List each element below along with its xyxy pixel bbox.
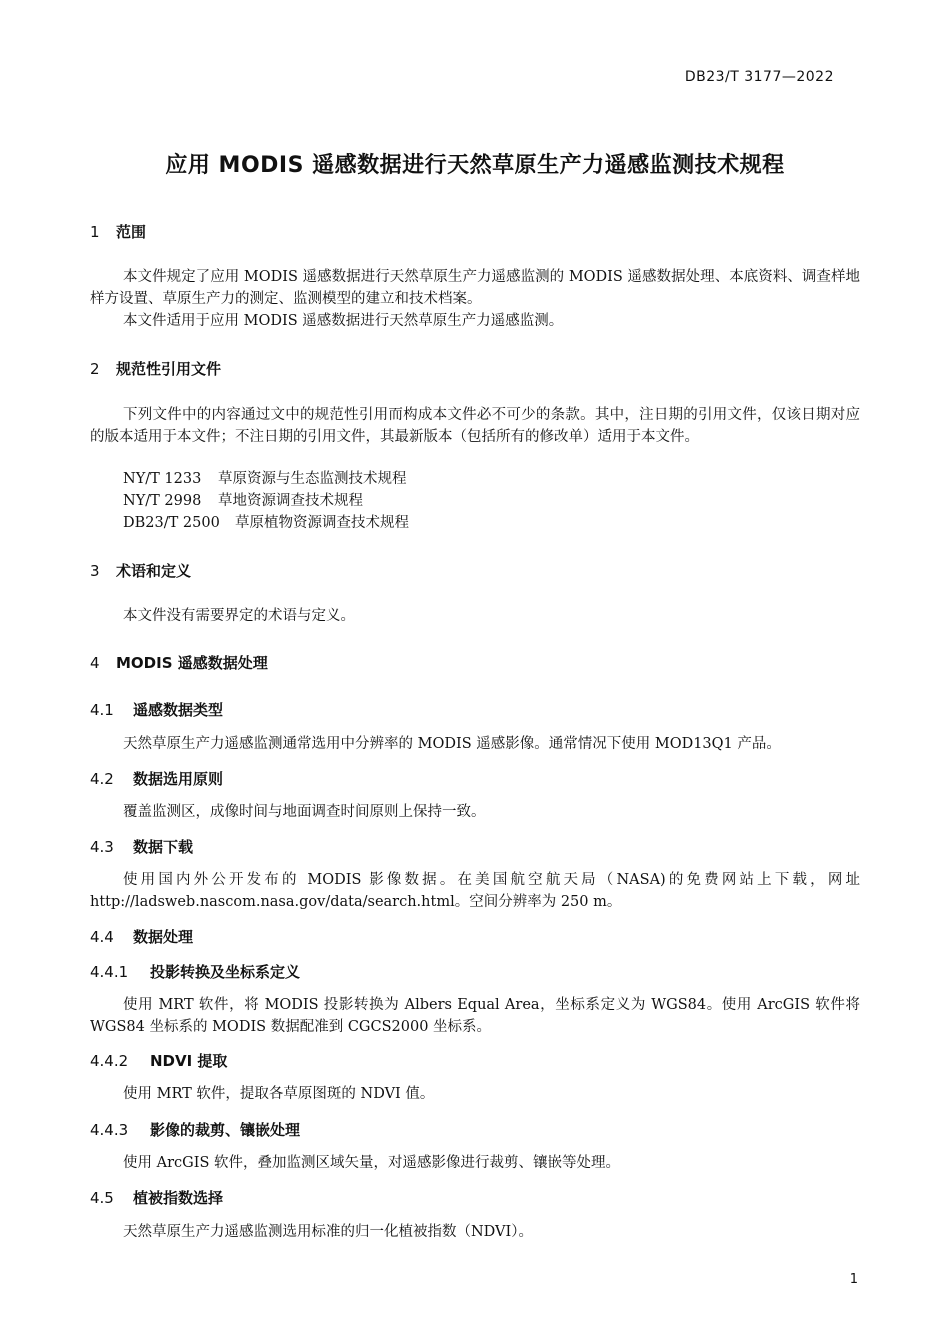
subsection-number: 4.4 [90,928,114,946]
paragraph: 使用 MRT 软件，提取各草原图斑的 NDVI 值。 [123,1086,435,1102]
subsection-title: 数据选用原则 [133,770,224,788]
section-number: 2 [90,360,100,378]
section-2-heading [90,358,221,379]
page-number: 1 [849,1272,858,1287]
reference-name: 草地资源调查技术规程 [218,493,363,509]
subsection-4-5-heading [90,1187,223,1208]
subsection-title: NDVI 提取 [150,1052,228,1070]
standard-code: DB23/T 3177—2022 [684,69,834,85]
section-title: 规范性引用文件 [116,360,222,378]
reference-item [123,512,409,534]
section-number: 1 [90,223,100,241]
paragraph: 天然草原生产力遥感监测通常选用中分辨率的 MODIS 遥感影像。通常情况下使用 MOD13Q1 产品。 [123,736,781,752]
section-1-heading [90,221,146,242]
reference-code: NY/T 2998 [123,493,202,509]
subsection-title: 数据处理 [133,928,194,946]
paragraph: 本文件规定了应用 MODIS 遥感数据进行天然草原生产力遥感监测的 MODIS 遥感数据处理、本底资料、调查样地样方设置、草原生产力的测定、监测模型的建立和技术档案。 [90,269,860,307]
subsection-4-3-heading [90,836,193,857]
subsection-4-4-1-heading [90,961,300,982]
paragraph: 本文件没有需要界定的术语与定义。 [123,608,355,624]
paragraph: 使用 MRT 软件，将 MODIS 投影转换为 Albers Equal Area，坐标系定义为 WGS84。使用 ArcGIS 软件将 WGS84 坐标系的 MODIS 数据配准到 CGCS2000 坐标系。 [90,997,860,1035]
reference-name: 草原资源与生态监测技术规程 [218,471,407,487]
reference-item [123,468,407,490]
subsection-title: 植被指数选择 [133,1189,224,1207]
subsection-4-2-heading [90,768,223,789]
subsection-title: 遥感数据类型 [133,701,224,719]
paragraph: 本文件适用于应用 MODIS 遥感数据进行天然草原生产力遥感监测。 [123,313,564,329]
subsection-4-4-3-heading [90,1119,300,1140]
subsection-4-4-heading [90,926,193,947]
section-number: 3 [90,562,100,580]
subsection-title: 投影转换及坐标系定义 [150,963,301,981]
subsection-4-4-2-heading [90,1050,227,1071]
section-title: MODIS 遥感数据处理 [116,654,268,672]
subsection-4-1-heading [90,699,223,720]
reference-code: NY/T 1233 [123,471,202,487]
subsection-number: 4.2 [90,770,114,788]
section-title: 范围 [116,223,147,241]
subsection-title: 数据下载 [133,838,194,856]
reference-item [123,490,363,512]
paragraph: 使用国内外公开发布的 MODIS 影像数据。在美国航空航天局（NASA)的免费网站上下载，网址 http://ladsweb.nascom.nasa.gov/data/search.html。空间分辨率为 250 m。 [90,872,860,910]
subsection-number: 4.4.2 [90,1052,129,1070]
reference-name: 草原植物资源调查技术规程 [235,515,409,531]
subsection-title: 影像的裁剪、镶嵌处理 [150,1121,301,1139]
subsection-number: 4.3 [90,838,114,856]
paragraph: 下列文件中的内容通过文中的规范性引用而构成本文件必不可少的条款。其中，注日期的引用文件，仅该日期对应的版本适用于本文件；不注日期的引用文件，其最新版本（包括所有的修改单）适用于本文件。 [90,407,860,445]
section-4-heading [90,652,268,673]
paragraph: 使用 ArcGIS 软件，叠加监测区域矢量，对遥感影像进行裁剪、镶嵌等处理。 [123,1155,620,1171]
subsection-number: 4.1 [90,701,114,719]
paragraph: 覆盖监测区，成像时间与地面调查时间原则上保持一致。 [123,804,486,820]
section-title: 术语和定义 [116,562,192,580]
paragraph: 天然草原生产力遥感监测选用标准的归一化植被指数（NDVI）。 [123,1224,534,1240]
section-number: 4 [90,654,100,672]
document-title: 应用 MODIS 遥感数据进行天然草原生产力遥感监测技术规程 [165,153,785,178]
section-3-heading [90,560,191,581]
subsection-number: 4.4.1 [90,963,129,981]
reference-code: DB23/T 2500 [123,515,220,531]
subsection-number: 4.5 [90,1189,114,1207]
subsection-number: 4.4.3 [90,1121,129,1139]
